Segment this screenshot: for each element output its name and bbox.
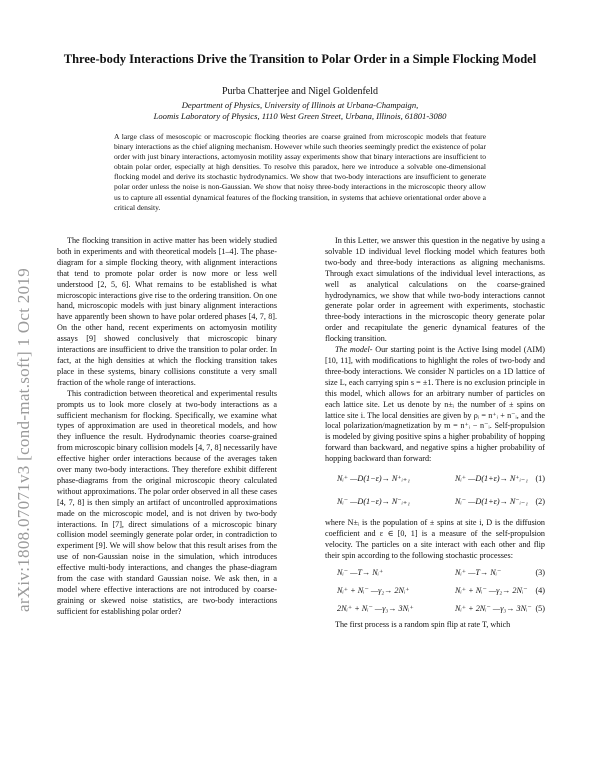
equation-3-right: Nᵢ⁺ —T→ Nᵢ⁻ [455, 567, 502, 577]
equation-3-left: Nᵢ⁻ —T→ Nᵢ⁺ [337, 567, 384, 577]
equation-2-number: (2) [535, 497, 545, 507]
left-paragraph-1: The flocking transition in active matter has been widely studied both in experiments and with theoretical models [1–4]. The phase-diagram for a simple flocking theory, with alignment interactions that tend to promote polar order is now more or less well understood [2, 5, 6]. What remains to be established is what microscopic interactions give rise to the ordering transition. On one hand, microscopic models with just binary alignment interactions have apparently been shown to have polar ordered phases [4, 7, 8]. On the other hand, recent experiments on actomyosin motility assays [9] showed conclusively that microscopic binary interactions are insufficient to drive the transition to polar order. In fact, at the high densities at which the flocking transition takes place in these systems, binary collisions constitute a very small fraction of the whole range of interactions. [57, 236, 277, 387]
right-column [325, 236, 545, 631]
model-text: Our starting point is the Active Ising model (AIM) [10, 11], with modifications to highlight the roles of two-body and three-body interactions. We consider N particles on a 1D lattice of size L, each carrying spin s = ±1. There is no exclusion principle in this model, which allows for an arbitrary number of particles on each lattice site. Let us denote by n±ᵢ the number of ± spins on lattice site i. The local densities are given by ρᵢ = n⁺ᵢ + n⁻ᵢ, and the local polarization/magnetization by m = n⁺ᵢ − n⁻ᵢ. Self-propulsion is modeled by giving positive spins a higher probability of hopping forward than backward, and negative spins a higher probability of hopping backward than forward: [325, 345, 546, 464]
model-heading: The model- [335, 345, 373, 355]
equation-2-left: Nᵢ⁻ —D(1−ε)→ N⁻ᵢ₊₁ [337, 497, 411, 507]
equation-5-number: (5) [535, 603, 545, 613]
left-paragraph-2: This contradiction between theoretical and experimental results prompts us to look more closely at two-body interactions as a sufficient mechanism for flocking. Specifically, we examine what types of approximation are used in theoretical models, and how they influence the result. Hydrodynamic theories coarse-grained from microscopic binary collision models [4, 7, 8] necessarily have effective higher order interactions because of the averages taken over many two-body interactions. They therefore exhibit different phase-diagrams from the original microscopic theory calculated without approximations. The polar order observed in all these cases [4, 7, 8] is then simply an artifact of uncontrolled approximations made on the microscopic model, and is not driven by two-body interactions. In [7], direct simulations of a microscopic binary collision model seemingly generate polar order, in contradiction to experiment [9]. We will show below that this result arises from the use of non-Gaussian noise in the simulation, which introduces effective multi-body interactions, and changes the phase-diagram from the case with standard Gaussian noise. We ask then, in a model where effective interactions are not introduced by coarse-graining or skewed noise statistics, are two-body interactions sufficient for establishing polar order? [57, 388, 277, 616]
right-paragraph-4: The first process is a random spin flip at rate T, which [335, 619, 511, 629]
equation-2 [325, 495, 545, 511]
affiliation-line-2: Loomis Laboratory of Physics, 1110 West Green Street, Urbana, Illinois, 61801-3080 [153, 111, 447, 121]
equation-4-left: Nᵢ⁺ + Nᵢ⁻ —γ₂→ 2Nᵢ⁺ [337, 585, 410, 595]
left-column [57, 236, 277, 618]
arxiv-stamp-text: arXiv:1808.07071v3 [cond-mat.soft] 1 Oct 2019 [14, 268, 33, 612]
equation-1 [325, 472, 545, 488]
equation-1-right: Nᵢ⁺ —D(1+ε)→ N⁺ᵢ₋₁ [455, 474, 529, 484]
equation-4-right: Nᵢ⁺ + Nᵢ⁻ —γ₂→ 2Nᵢ⁻ [455, 585, 528, 595]
equation-1-number: (1) [535, 474, 545, 484]
equation-1-left: Nᵢ⁺ —D(1−ε)→ N⁺ᵢ₊₁ [337, 474, 411, 484]
right-paragraph-3: where N±ᵢ is the population of ± spins at site i, D is the diffusion coefficient and ε ∈ [0, 1] is a measure of the self-propulsion velocity. The particles on a site interact with each other and flip their spin according to the following stochastic processes: [325, 518, 545, 560]
right-paragraph-2 [325, 345, 545, 465]
equation-4 [325, 584, 545, 598]
equation-4-number: (4) [535, 585, 545, 595]
equation-3 [325, 566, 545, 580]
equation-5-right: Nᵢ⁺ + 2Nᵢ⁻ —γ₃→ 3Nᵢ⁻ [455, 603, 532, 613]
equation-5-left: 2Nᵢ⁺ + Nᵢ⁻ —γ₃→ 3Nᵢ⁺ [337, 603, 414, 613]
equation-5 [325, 602, 545, 616]
paper-title: Three-body Interactions Drive the Transition to Polar Order in a Simple Flocking Model [63, 52, 537, 66]
authors: Purba Chatterjee and Nigel Goldenfeld [221, 86, 379, 97]
arxiv-stamp [10, 190, 38, 690]
right-paragraph-1: In this Letter, we answer this question in the negative by using a solvable 1D individual level flocking model which features both two-body and three-body interactions as aligning mechanisms. Through exact simulations of the individual level interactions, as well as analytical calculations on the coarse-grained hydrodynamics, we show that while two-body interactions cannot generate polar order in agreement with experiments, stochastic three-body interactions in the microscopic theory generate polar order and recapitulate the generic dynamical features of the flocking transition. [325, 236, 545, 344]
abstract: A large class of mesoscopic or macroscopic flocking theories are coarse grained from microscopic models that feature binary interactions as the chief aligning mechanism. However while such theories seemingly predict the existence of polar order with just binary interactions, actomyosin motility assay experiments show that binary interactions are insufficient to obtain polar order, especially at high densities. To resolve this paradox, here we introduce a solvable one-dimensional flocking model and derive its stochastic hydrodynamics. We show that two-body interactions are insufficient to generate polar order unless the noise is non-Gaussian. We show that noisy three-body interactions in the microscopic theory allow us to capture all essential dynamical features of the flocking transition, in systems that achieve orientational order above a critical density. [114, 132, 486, 212]
affiliation [60, 100, 540, 122]
equation-3-number: (3) [535, 567, 545, 577]
equation-2-right: Nᵢ⁻ —D(1+ε)→ N⁻ᵢ₋₁ [455, 497, 529, 507]
affiliation-line-1: Department of Physics, University of Illinois at Urbana-Champaign, [181, 100, 419, 110]
